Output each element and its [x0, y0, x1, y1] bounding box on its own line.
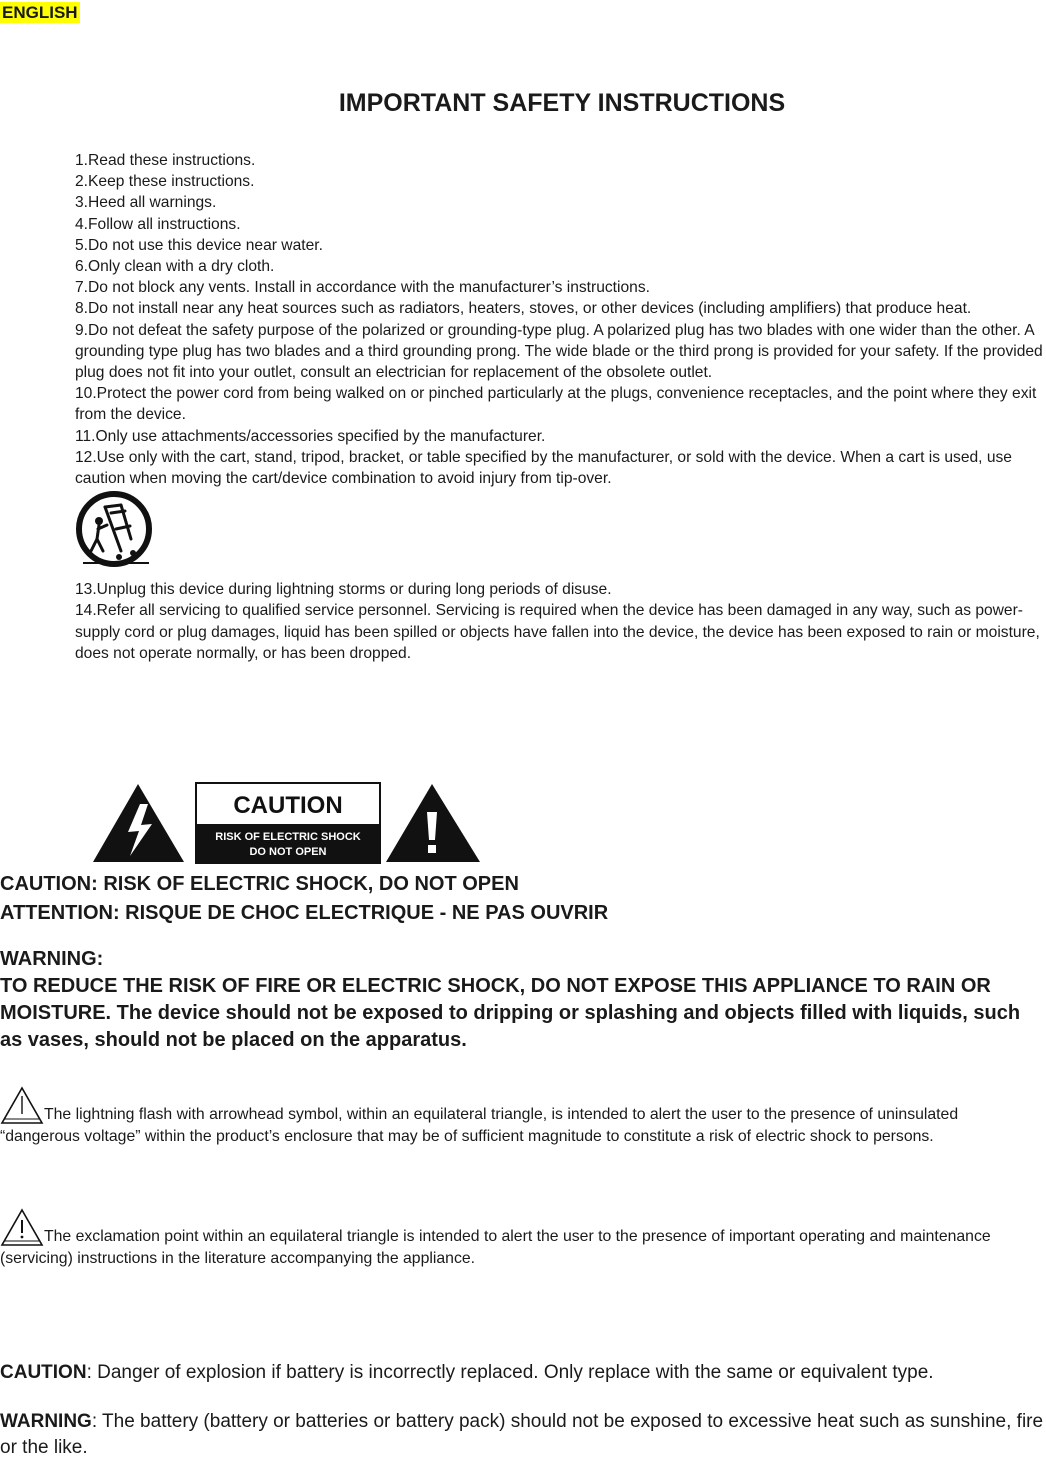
caution-english: CAUTION: RISK OF ELECTRIC SHOCK, DO NOT OPEN: [0, 873, 519, 895]
page-title: IMPORTANT SAFETY INSTRUCTIONS: [338, 89, 786, 117]
battery-warning-text: : The battery (battery or batteries or battery pack) should not be exposed to excessive heat such as sunshine, fire or the like.: [0, 1411, 1044, 1458]
battery-warning: [0, 1409, 1046, 1461]
cart-tip-over-warning-icon: [75, 491, 155, 571]
lightning-triangle-icon: [93, 784, 184, 862]
instruction-item: 1.Read these instructions.: [75, 152, 256, 169]
instruction-item: 14.Refer all servicing to qualified service personnel. Servicing is required when the device has been damaged in any way, such as power-supply cord or plug damages, liquid has been spilled or objects have fallen into the device, the device has been exposed to rain or moisture, does not operate normally, or has been dropped.: [75, 602, 1040, 662]
caution-sign-line2: DO NOT OPEN: [249, 846, 327, 858]
battery-caution-text: : Danger of explosion if battery is incorrectly replaced. Only replace with the same or equivalent type.: [86, 1362, 934, 1383]
instruction-item: 13.Unplug this device during lightning storms or during long periods of disuse.: [75, 581, 612, 599]
warning-statement: [0, 946, 1046, 1054]
exclamation-triangle-icon: [386, 784, 480, 862]
battery-caution-label: CAUTION: [0, 1362, 87, 1383]
instruction-item: 6.Only clean with a dry cloth.: [75, 258, 275, 276]
battery-caution: [0, 1360, 1046, 1386]
caution-french: ATTENTION: RISQUE DE CHOC ELECTRIQUE - NE PAS OUVRIR: [0, 902, 609, 924]
caution-statement: [0, 870, 1046, 928]
warning-label: WARNING:: [0, 948, 104, 970]
warning-signs-strip: [90, 782, 482, 864]
lightning-triangle-small-icon: [0, 1086, 44, 1126]
instruction-item: 10.Protect the power cord from being walked on or pinched particularly at the plugs, convenience receptacles, and the point where they exit from the device.: [75, 385, 1037, 424]
safety-instructions-list: [75, 150, 1046, 664]
exclamation-triangle-small-icon: [0, 1208, 44, 1248]
instruction-item: 9.Do not defeat the safety purpose of the polarized or grounding-type plug. A polarized plug has two blades with one wider than the other. A grounding type plug has two blades and a third grounding prong. The wide blade or the third prong is provided for your safety. If the provided plug does not fit into your outlet, consult an electrician for replacement of the obsolete outlet.: [75, 321, 1043, 382]
caution-sign-line1: RISK OF ELECTRIC SHOCK: [215, 831, 361, 843]
lightning-symbol-explanation: [0, 1086, 1040, 1148]
warning-text: TO REDUCE THE RISK OF FIRE OR ELECTRIC SHOCK, DO NOT EXPOSE THIS APPLIANCE TO RAIN OR MOISTURE. The device should not be exposed to dripping or splashing and objects filled with liquids, such as vases, should not be placed on the apparatus.: [0, 975, 1021, 1051]
instruction-item: 12.Use only with the cart, stand, tripod, bracket, or table specified by the manufacturer, or sold with the device. When a cart is used, use caution when moving the cart/device combination to avoid injury from tip-over.: [75, 448, 1012, 488]
instruction-item: 7.Do not block any vents. Install in accordance with the manufacturer’s instructions.: [75, 279, 650, 297]
caution-sign: [196, 783, 380, 863]
instruction-item: 11.Only use attachments/accessories specified by the manufacturer.: [75, 427, 546, 445]
caution-sign-title: CAUTION: [233, 792, 343, 819]
lightning-explanation-text: The lightning flash with arrowhead symbol, within an equilateral triangle, is intended to alert the user to the presence of uninsulated “dangerous voltage” within the product’s enclosure that may be of sufficient magnitude to constitute a risk of electric shock to persons.: [0, 1106, 959, 1145]
language-tag: ENGLISH: [2, 3, 78, 22]
instruction-item: 2.Keep these instructions.: [75, 173, 255, 191]
instruction-item: 5.Do not use this device near water.: [75, 236, 323, 254]
battery-warning-label: WARNING: [0, 1411, 92, 1432]
instruction-item: 8.Do not install near any heat sources such as radiators, heaters, stoves, or other devices (including amplifiers) that produce heat.: [75, 300, 972, 318]
instruction-item: 4.Follow all instructions.: [75, 215, 241, 233]
instruction-item: 3.Heed all warnings.: [75, 194, 217, 212]
exclamation-explanation-text: The exclamation point within an equilateral triangle is intended to alert the user to the presence of important operating and maintenance (servicing) instructions in the literature accompanying the appliance.: [0, 1228, 991, 1267]
exclamation-symbol-explanation: [0, 1208, 1040, 1270]
